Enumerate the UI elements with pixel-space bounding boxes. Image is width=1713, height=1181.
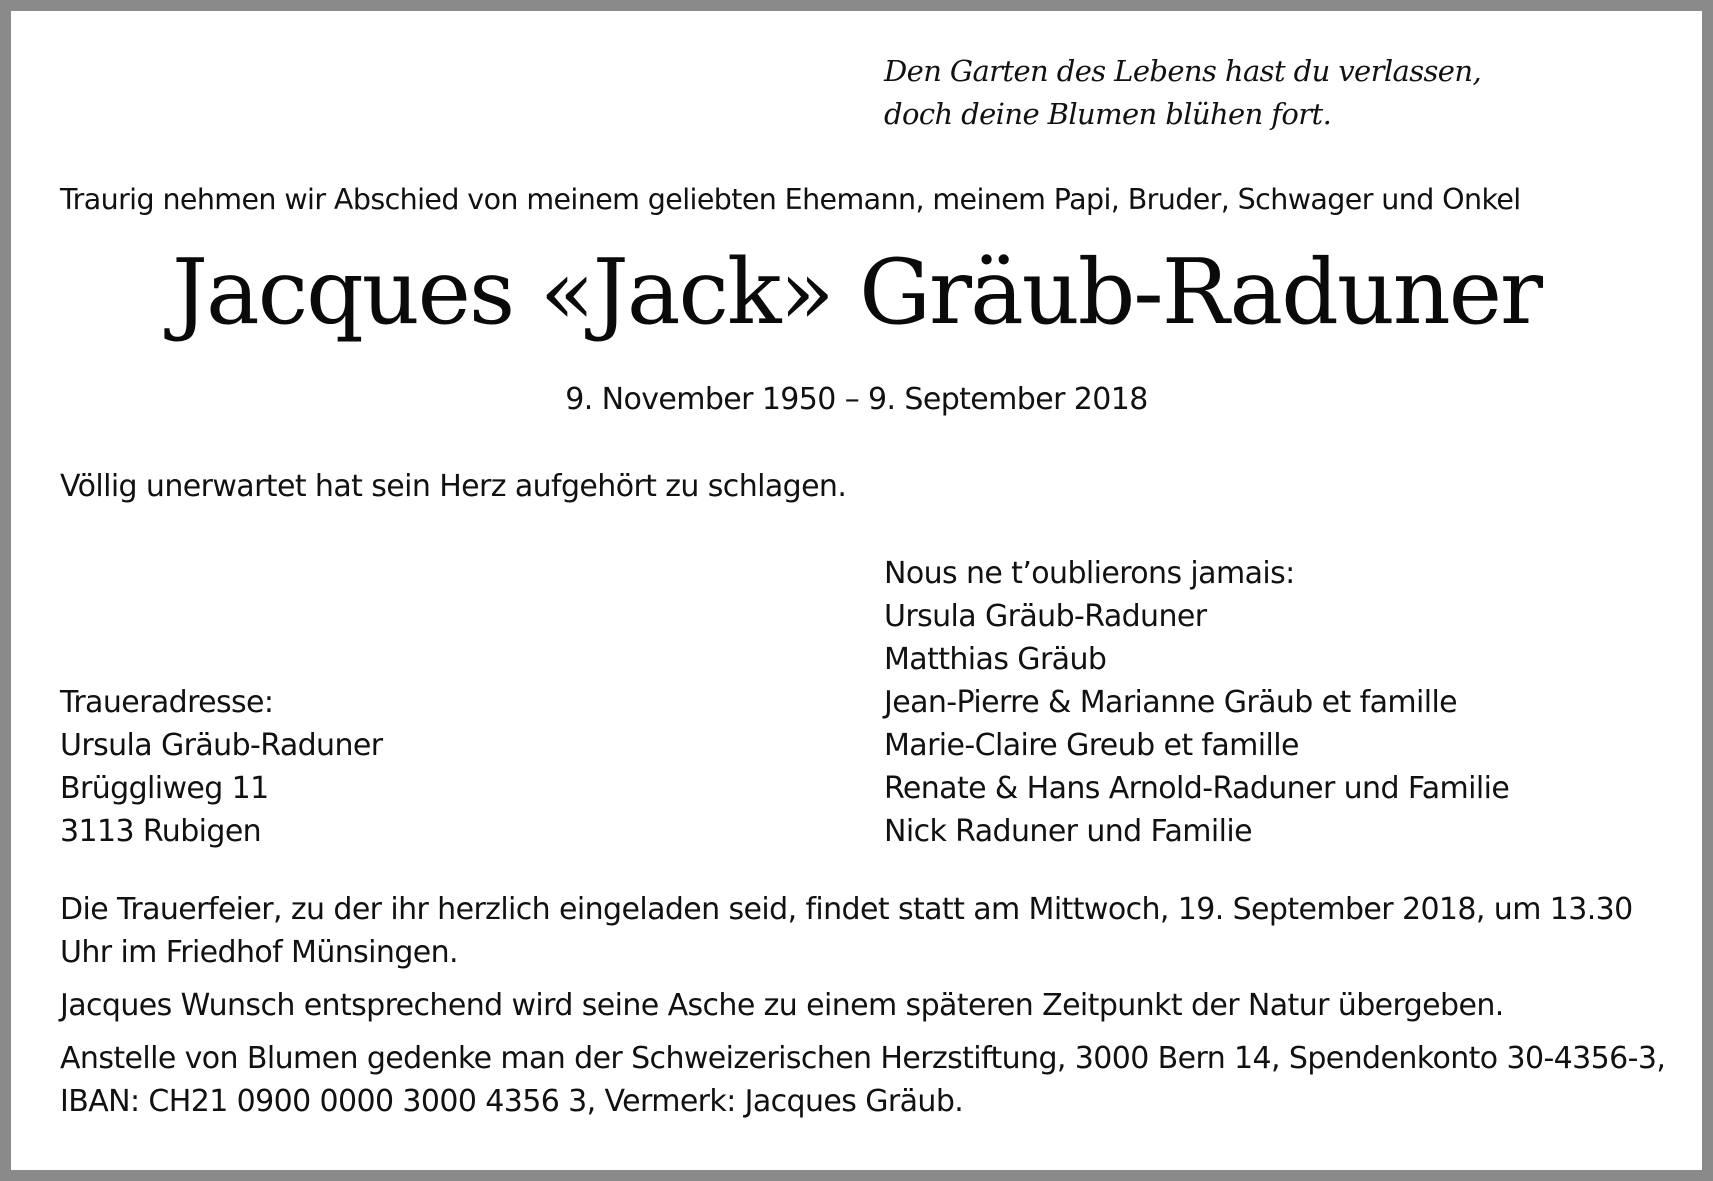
- mourning-address: [60, 681, 382, 853]
- ashes-text: Jacques Wunsch entsprechend wird seine Asche zu einem späteren Zeitpunkt der Natur übergeben.: [60, 988, 1504, 1023]
- deceased-name: Jacques «Jack» Gräub-Raduner: [171, 240, 1542, 345]
- address-name: Ursula Gräub-Raduner: [60, 728, 383, 763]
- motto-line-2: doch deine Blumen blühen fort.: [884, 97, 1332, 131]
- intro-text: Traurig nehmen wir Abschied von meinem geliebten Ehemann, meinem Papi, Bruder, Schwager und Onkel: [60, 183, 1521, 216]
- address-street: Brüggliweg 11: [60, 771, 269, 806]
- address-label: Traueradresse:: [60, 685, 274, 720]
- mourners-list: [884, 552, 1509, 853]
- mourner-name: Matthias Gräub: [884, 642, 1107, 677]
- life-dates: 9. November 1950 – 9. September 2018: [565, 382, 1148, 417]
- obituary-page: [11, 11, 1702, 1170]
- footer-notes: [60, 888, 1670, 1133]
- mourner-name: Nick Raduner und Familie: [884, 814, 1252, 849]
- ceremony-text: Die Trauerfeier, zu der ihr herzlich eingeladen seid, findet statt am Mittwoch, 19. September 2018, um 13.30 Uhr im Friedhof Münsingen.: [60, 892, 1633, 970]
- mourner-name: Jean-Pierre & Marianne Gräub et famille: [884, 685, 1458, 720]
- donation-text: Anstelle von Blumen gedenke man der Schweizerischen Herzstiftung, 3000 Bern 14, Spendenkonto 30-4356-3, IBAN: CH21 0900 0000 3000 4356 3, Vermerk: Jacques Gräub.: [60, 1041, 1666, 1119]
- mourner-name: Marie-Claire Greub et famille: [884, 728, 1299, 763]
- motto-line-1: Den Garten des Lebens hast du verlassen,: [884, 54, 1482, 88]
- address-city: 3113 Rubigen: [60, 814, 262, 849]
- cause-text: Völlig unerwartet hat sein Herz aufgehört zu schlagen.: [60, 469, 847, 504]
- motto-quote: [884, 50, 1481, 136]
- mourners-heading: Nous ne t’oublierons jamais:: [884, 556, 1295, 591]
- mourner-name: Renate & Hans Arnold-Raduner und Familie: [884, 771, 1510, 806]
- mourner-name: Ursula Gräub-Raduner: [884, 599, 1207, 634]
